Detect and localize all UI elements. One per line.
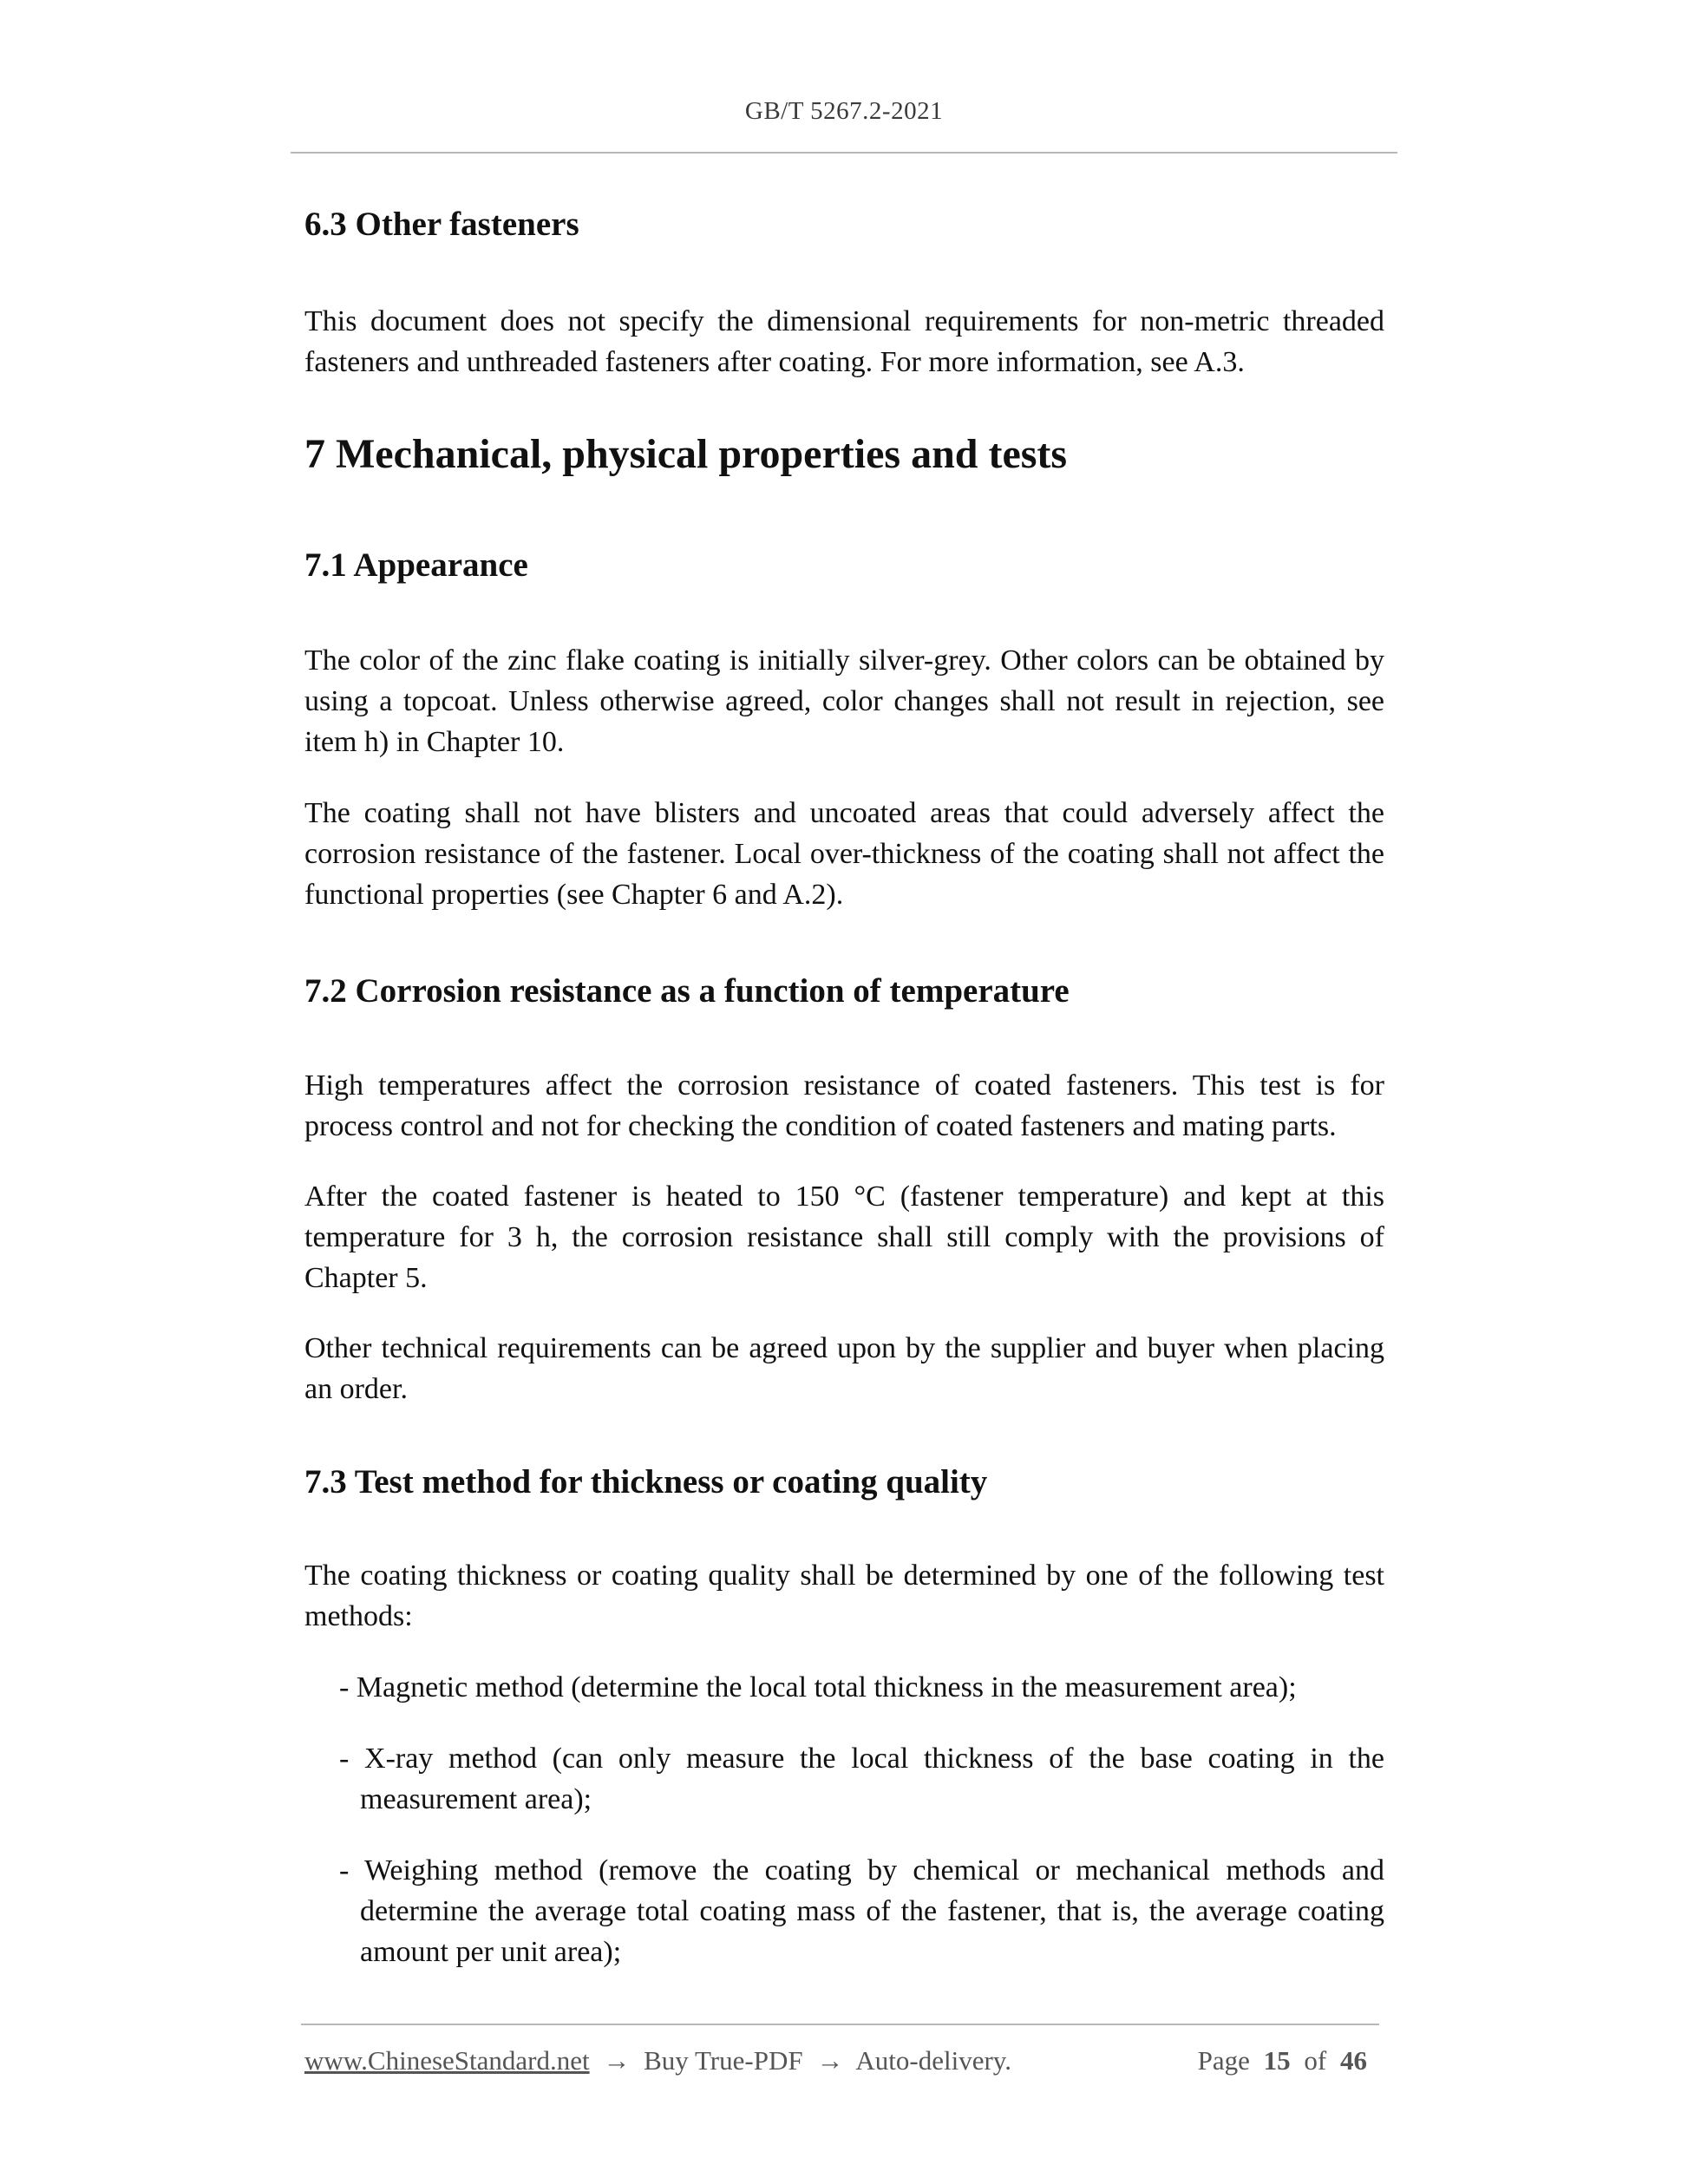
section-7-3-heading: 7.3 Test method for thickness or coating quality [304,1463,988,1501]
chinesestandard-link[interactable]: www.ChineseStandard.net [304,2045,590,2076]
section-7-heading: 7 Mechanical, physical properties and tests [304,431,1068,477]
header-divider [291,152,1397,154]
section-7-3-intro: The coating thickness or coating quality shall be determined by one of the following test methods: [304,1560,1384,1632]
arrow-right-icon: → [603,2045,631,2076]
list-item-x-ray-method: - X-ray method (can only measure the local thickness of the base coating in the measurement area); [339,1743,1384,1815]
section-6-3-heading: 6.3 Other fasteners [304,206,579,243]
buy-true-pdf-text: Buy True-PDF [644,2045,803,2076]
footer-divider [301,2024,1379,2025]
section-7-1-paragraph-1: The color of the zinc flake coating is initially silver-grey. Other colors can be obtained by using a topcoat. Unless otherwise agreed, color changes shall not result in rejection, see item h) in Chapter 10. [304,644,1384,758]
section-7-1-paragraph-2: The coating shall not have blisters and uncoated areas that could adversely affect the corrosion resistance of the fastener. Local over-thickness of the coating shall not affect the functional properties (see Chapter 6 and A.2). [304,797,1384,911]
list-item-weighing-method: - Weighing method (remove the coating by chemical or mechanical methods and determine the average total coating mass of the fastener, that is, the average coating amount per unit area); [339,1854,1384,1968]
total-page-count: 46 [1340,2045,1367,2076]
document-code-header: GB/T 5267.2-2021 [744,97,944,125]
page-number [1198,2045,1374,2076]
list-item-magnetic-method: - Magnetic method (determine the local total thickness in the measurement area); [339,1671,1297,1703]
page-label: Page [1197,2045,1250,2076]
section-7-1-heading: 7.1 Appearance [304,546,528,584]
section-7-2-paragraph-3: Other technical requirements can be agreed upon by the supplier and buyer when placing an order. [304,1332,1384,1405]
section-7-2-paragraph-1: High temperatures affect the corrosion resistance of coated fasteners. This test is for process control and not for checking the condition of coated fasteners and mating parts. [304,1069,1384,1142]
auto-delivery-text: Auto-delivery. [855,2045,1012,2076]
section-7-2-paragraph-2: After the coated fastener is heated to 150 °C (fastener temperature) and kept at this temperature for 3 h, the corrosion resistance shall still comply with the provisions of Chapter 5. [304,1180,1384,1294]
footer-promo [304,2045,1011,2076]
of-label: of [1304,2045,1327,2076]
arrow-right-icon: → [816,2045,844,2076]
section-6-3-paragraph: This document does not specify the dimensional requirements for non-metric threaded fasteners and unthreaded fasteners after coating. For more information, see A.3. [304,305,1384,378]
current-page-number: 15 [1263,2045,1291,2076]
section-7-2-heading: 7.2 Corrosion resistance as a function of temperature [304,972,1070,1010]
